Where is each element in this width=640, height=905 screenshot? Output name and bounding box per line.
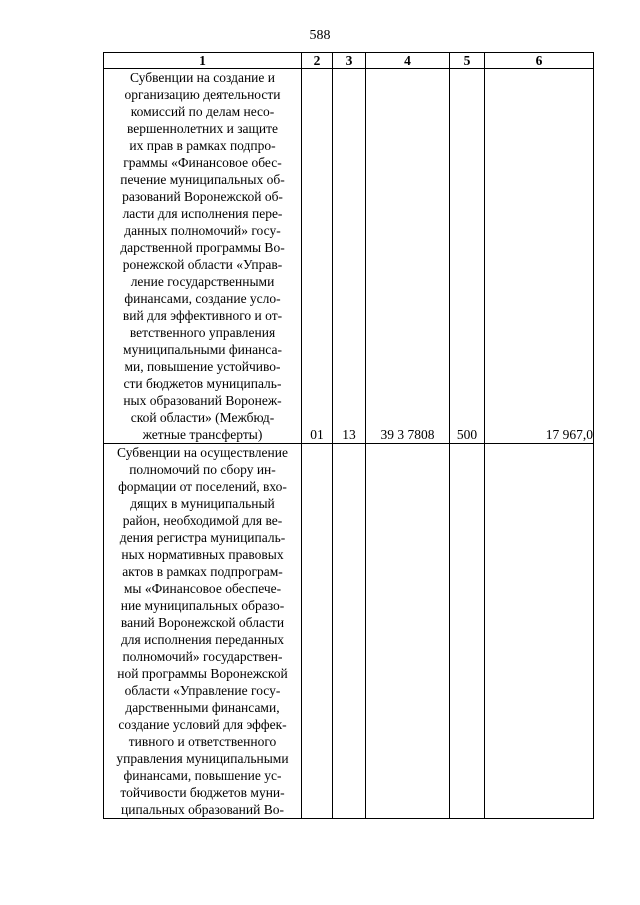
- page-number: 588: [309, 28, 331, 43]
- description-line: ми, повышение устойчиво-: [124, 359, 281, 374]
- description-line: создание условий для эффек-: [118, 717, 287, 732]
- description-line: ной программы Воронежской: [117, 666, 288, 681]
- table-row: [104, 69, 594, 444]
- description-line: управления муниципальными: [116, 751, 289, 766]
- description-line: финансами, создание усло-: [124, 291, 281, 306]
- row-col-2: [302, 444, 333, 819]
- header-col-3: 3: [333, 53, 366, 69]
- row-col-3: [333, 444, 366, 819]
- header-col-1: 1: [104, 53, 302, 69]
- description-line: ление государственными: [130, 274, 275, 289]
- description-line: граммы «Финансовое обес-: [123, 155, 282, 170]
- description-line: Субвенции на создание и: [130, 70, 275, 85]
- description-line: тойчивости бюджетов муни-: [120, 785, 285, 800]
- description-line: ронежской области «Управ-: [122, 257, 283, 272]
- description-line: печение муниципальных об-: [120, 172, 285, 187]
- description-line: полномочий» государствен-: [122, 649, 283, 664]
- row-col-4: 39 3 7808: [366, 69, 450, 444]
- description-line: полномочий по сбору ин-: [129, 462, 276, 477]
- description-line: Субвенции на осуществление: [117, 445, 288, 460]
- row-col-2: 01: [302, 69, 333, 444]
- description-line: ласти для исполнения пере-: [122, 206, 283, 221]
- row-description: [104, 69, 302, 444]
- description-line: для исполнения переданных: [120, 632, 285, 647]
- row-description: [104, 444, 302, 819]
- row-col-5: 500: [450, 69, 485, 444]
- description-line: разований Воронежской об-: [122, 189, 283, 204]
- header-col-6: 6: [485, 53, 594, 69]
- budget-table: [103, 52, 594, 819]
- description-line: данных полномочий» госу-: [124, 223, 281, 238]
- description-line: вий для эффективного и от-: [122, 308, 283, 323]
- table-row: [104, 444, 594, 819]
- description-line: комиссий по делам несо-: [130, 104, 275, 119]
- description-line: актов в рамках подпрограм-: [122, 564, 283, 579]
- description-line: ваний Воронежской области: [120, 615, 285, 630]
- header-col-2: 2: [302, 53, 333, 69]
- header-col-4: 4: [366, 53, 450, 69]
- description-line: район, необходимой для ве-: [122, 513, 283, 528]
- description-line: ской области» (Межбюд-: [130, 410, 275, 425]
- description-line: формации от поселений, вхо-: [118, 479, 287, 494]
- description-line: ветственного управления: [129, 325, 276, 340]
- description-line: организацию деятельности: [124, 87, 281, 102]
- description-line: муниципальными финанса-: [123, 342, 282, 357]
- description-line: ных образований Воронеж-: [123, 393, 282, 408]
- description-line: области «Управление госу-: [124, 683, 281, 698]
- row-col-3: 13: [333, 69, 366, 444]
- description-line: вершеннолетних и защите: [126, 121, 279, 136]
- row-col-5: [450, 444, 485, 819]
- description-line: финансами, повышение ус-: [123, 768, 282, 783]
- description-line: дящих в муниципальный: [130, 496, 275, 511]
- description-line: дарственной программы Во-: [120, 240, 285, 255]
- description-line: ципальных образований Во-: [121, 802, 284, 817]
- header-col-5: 5: [450, 53, 485, 69]
- description-line: дарственными финансами,: [125, 700, 280, 715]
- row-col-6: [485, 444, 594, 819]
- description-line: мы «Финансовое обеспече-: [123, 581, 282, 596]
- description-line: их прав в рамках подпро-: [129, 138, 276, 153]
- description-line: ние муниципальных образо-: [120, 598, 285, 613]
- description-line: дения регистра муниципаль-: [119, 530, 286, 545]
- description-line: ных нормативных правовых: [121, 547, 284, 562]
- description-line: тивного и ответственного: [128, 734, 277, 749]
- header-row: [104, 53, 594, 69]
- row-col-4: [366, 444, 450, 819]
- description-line: жетные трансферты): [142, 427, 263, 442]
- description-line: сти бюджетов муниципаль-: [123, 376, 282, 391]
- row-col-6: 17 967,0: [485, 69, 594, 444]
